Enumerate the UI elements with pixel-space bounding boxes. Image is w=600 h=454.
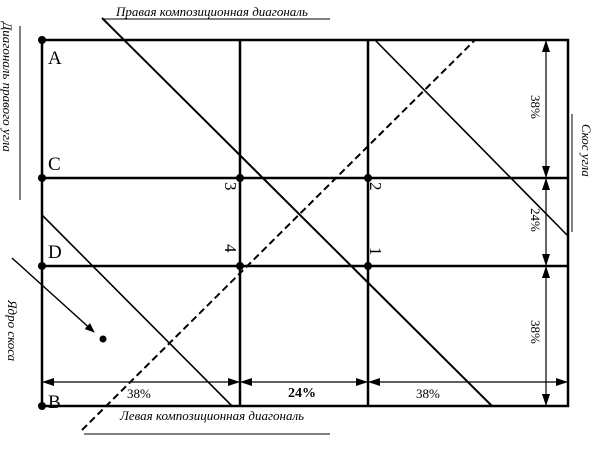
dimension-right-label: 38% bbox=[416, 386, 440, 401]
dimension-middle-label: 24% bbox=[528, 208, 543, 232]
point-d-label: D bbox=[48, 242, 62, 263]
point-3-dot bbox=[236, 174, 244, 182]
point-4-label: 4 bbox=[221, 244, 240, 253]
bevel-core-dot bbox=[100, 336, 107, 343]
point-c-dot bbox=[38, 174, 46, 182]
point-d-dot bbox=[38, 262, 46, 270]
dimension-bottom-label: 38% bbox=[528, 320, 543, 344]
frame bbox=[42, 40, 568, 406]
point-2-dot bbox=[364, 174, 372, 182]
bevel-core-arrow bbox=[12, 258, 94, 332]
dimension-left-label: 38% bbox=[127, 386, 151, 401]
right-diagonal-label: Правая композиционная диагональ bbox=[116, 4, 308, 19]
point-b-label: B bbox=[48, 392, 61, 413]
dimension-top-label: 38% bbox=[528, 95, 543, 119]
point-a-dot bbox=[38, 36, 46, 44]
point-b-dot bbox=[38, 402, 46, 410]
point-1-label: 1 bbox=[366, 247, 385, 256]
point-2-label: 2 bbox=[366, 182, 385, 191]
point-a-label: A bbox=[48, 48, 62, 69]
bevel-core-label: Ядро скоса bbox=[5, 300, 20, 362]
dimension-center-label: 24% bbox=[288, 386, 316, 401]
corner-diagonal-label: Диагональ правого угла bbox=[0, 22, 15, 152]
left-composition-diagonal bbox=[82, 40, 475, 430]
right-composition-diagonal bbox=[102, 18, 492, 406]
point-1-dot bbox=[364, 262, 372, 270]
point-c-label: C bbox=[48, 154, 61, 175]
left-diagonal-label: Левая композиционная диагональ bbox=[120, 408, 305, 423]
bevel-label: Скос угла bbox=[579, 124, 594, 177]
corner-bevel-line bbox=[375, 40, 568, 236]
point-3-label: 3 bbox=[221, 182, 240, 191]
point-4-dot bbox=[236, 262, 244, 270]
